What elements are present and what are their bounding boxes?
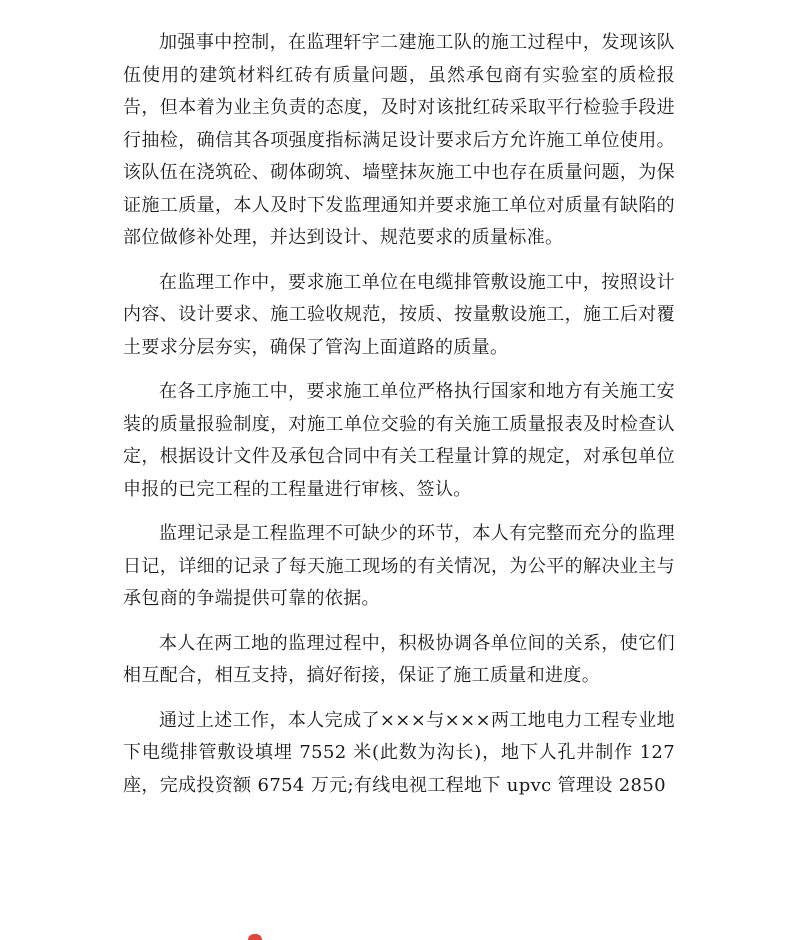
paragraph-quality-control: 加强事中控制，在监理轩宇二建施工队的施工过程中，发现该队伍使用的建筑材料红砖有质量问题，虽然承包商有实验室的质检报告，但本着为业主负责的态度，及时对该批红砖采取平行检验手段进行抽检，确信其各项强度指标满足设计要求后方允许施工单位使用。该队伍在浇筑砼、砌体砌筑、墙壁抹灰施工中也存在质量问题，为保证施工质量，本人及时下发监理通知并要求施工单位对质量有缺陷的部位做修补处理，并达到设计、规范要求的质量标准。 bbox=[123, 32, 675, 248]
paragraph-inspection-system: 在各工序施工中，要求施工单位严格执行国家和地方有关施工安装的质量报验制度，对施工单位交验的有关施工质量报表及时检查认定，根据设计文件及承包合同中有关工程量计算的规定，对承包单位申报的已完工程的工程量进行审核、签认。 bbox=[123, 381, 675, 500]
document-body bbox=[123, 27, 675, 814]
paragraph-work-summary: 通过上述工作，本人完成了×××与×××两工地电力工程专业地下电缆排管敷设填埋 7552 米(此数为沟长)，地下人孔井制作 127 座，完成投资额 6754 万元;有线电视工程地下 upvc 管理设 2850 bbox=[123, 709, 675, 796]
red-marker-icon bbox=[248, 934, 262, 940]
paragraph-coordination: 本人在两工地的监理过程中，积极协调各单位间的关系，使它们相互配合，相互支持，搞好衔接，保证了施工质量和进度。 bbox=[123, 632, 675, 686]
paragraph-cable-duct-work: 在监理工作中，要求施工单位在电缆排管敷设施工中，按照设计内容、设计要求、施工验收规范，按质、按量敷设施工，施工后对覆土要求分层夯实，确保了管沟上面道路的质量。 bbox=[123, 271, 675, 358]
paragraph-supervision-records: 监理记录是工程监理不可缺少的环节，本人有完整而充分的监理日记，详细的记录了每天施工现场的有关情况，为公平的解决业主与承包商的争端提供可靠的依据。 bbox=[123, 523, 675, 609]
